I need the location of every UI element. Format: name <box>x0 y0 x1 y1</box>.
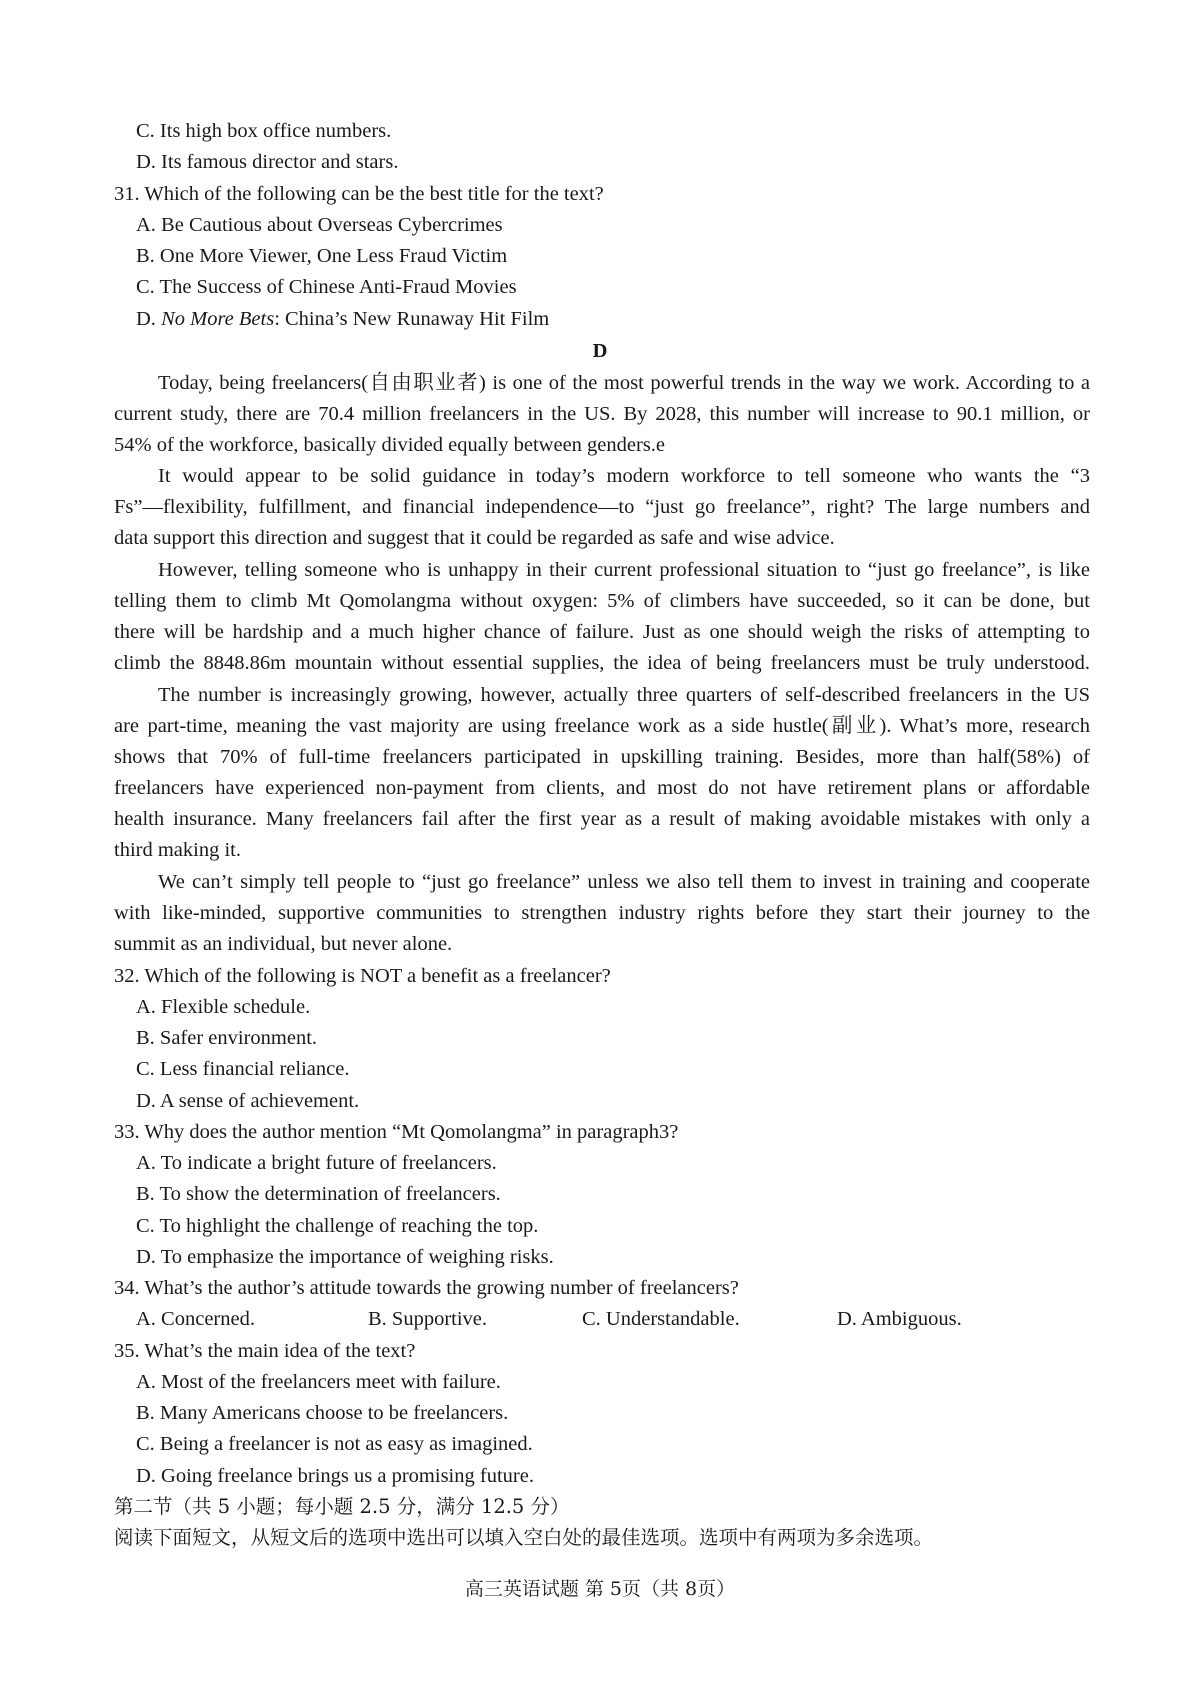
q33-option-d: D. To emphasize the importance of weighing risks. <box>136 1246 554 1268</box>
q31-option-d-film-title: No More Bets <box>161 308 275 330</box>
q33-option-b: B. To show the determination of freelancers. <box>136 1183 501 1205</box>
passage-p4-line1: The number is increasingly growing, however, actually three quarters of self-described freelancers in the US <box>158 684 1090 706</box>
passage-p3-line4: climb the 8848.86m mountain without essential supplies, the idea of being freelancers must be truly understood. <box>114 652 1090 674</box>
passage-p5-line3: summit as an individual, but never alone. <box>114 933 453 955</box>
q30-option-c: C. Its high box office numbers. <box>136 120 392 142</box>
passage-p2-line1: It would appear to be solid guidance in today’s modern workforce to tell someone who wants the “3 <box>158 465 1090 487</box>
q32-option-c: C. Less financial reliance. <box>136 1058 350 1080</box>
passage-p3-line3: there will be hardship and a much higher chance of failure. Just as one should weigh the risks of attempting to <box>114 621 1090 643</box>
q34-option-c: C. Understandable. <box>582 1308 740 1330</box>
q31-option-a: A. Be Cautious about Overseas Cybercrimes <box>136 214 503 236</box>
q34-stem: 34. What’s the author’s attitude towards the growing number of freelancers? <box>114 1277 739 1299</box>
q31-option-d-prefix: D. <box>136 308 162 330</box>
q35-option-c: C. Being a freelancer is not as easy as imagined. <box>136 1433 533 1455</box>
q33-option-c: C. To highlight the challenge of reaching the top. <box>136 1215 539 1237</box>
passage-p1-line1: Today, being freelancers(自由职业者) is one of the most powerful trends in the way we work. According to a <box>158 372 1090 394</box>
page-footer: 高三英语试题 第 5页（共 8页） <box>464 1578 736 1600</box>
q31-option-b: B. One More Viewer, One Less Fraud Victim <box>136 245 508 267</box>
q32-option-b: B. Safer environment. <box>136 1027 318 1049</box>
passage-p3-line2: telling them to climb Mt Qomolangma without oxygen: 5% of climbers have succeeded, so it can be done, but <box>114 590 1090 612</box>
part2-heading: 第二节（共 5 小题；每小题 2.5 分，满分 12.5 分） <box>114 1495 570 1518</box>
passage-p1-line2: current study, there are 70.4 million freelancers in the US. By 2028, this number will increase to 90.1 million, or <box>114 403 1090 425</box>
passage-p2-line2: Fs”—flexibility, fulfillment, and financial independence—to “just go freelance”, right? The large numbers and <box>114 496 1090 518</box>
passage-p4-line5: health insurance. Many freelancers fail after the first year as a result of making avoidable mistakes with only a <box>114 808 1090 830</box>
part2-instruction: 阅读下面短文，从短文后的选项中选出可以填入空白处的最佳选项。选项中有两项为多余选项。 <box>114 1526 934 1549</box>
passage-p1-line3: 54% of the workforce, basically divided equally between genders.e <box>114 434 666 456</box>
q32-option-a: A. Flexible schedule. <box>136 996 311 1018</box>
q34-option-a: A. Concerned. <box>136 1308 255 1330</box>
passage-p4-line4: freelancers have experienced non-payment from clients, and most do not have retirement plans or affordable <box>114 777 1090 799</box>
q31-option-d-rest: : China’s New Runaway Hit Film <box>274 308 550 330</box>
passage-p2-line3: data support this direction and suggest that it could be regarded as safe and wise advice. <box>114 527 835 549</box>
q32-option-d: D. A sense of achievement. <box>136 1090 360 1112</box>
q30-option-d: D. Its famous director and stars. <box>136 151 399 173</box>
q34-option-b: B. Supportive. <box>368 1308 488 1330</box>
q35-stem: 35. What’s the main idea of the text? <box>114 1340 416 1362</box>
passage-p4-line3: shows that 70% of full-time freelancers participated in upskilling training. Besides, more than half(58%) of <box>114 746 1090 768</box>
q35-option-b: B. Many Americans choose to be freelancers. <box>136 1402 509 1424</box>
q35-option-d: D. Going freelance brings us a promising future. <box>136 1465 534 1487</box>
q32-stem: 32. Which of the following is NOT a benefit as a freelancer? <box>114 965 611 987</box>
q31-option-c: C. The Success of Chinese Anti-Fraud Movies <box>136 276 517 298</box>
passage-p4-line6: third making it. <box>114 839 241 861</box>
passage-p5-line2: with like-minded, supportive communities to strengthen industry rights before they start their journey to the <box>114 902 1090 924</box>
passage-p3-line1: However, telling someone who is unhappy in their current professional situation to “just go freelance”, is like <box>158 559 1090 581</box>
q33-stem: 33. Why does the author mention “Mt Qomolangma” in paragraph3? <box>114 1121 679 1143</box>
passage-p5-line1: We can’t simply tell people to “just go freelance” unless we also tell them to invest in training and cooperate <box>158 871 1090 893</box>
q34-option-d: D. Ambiguous. <box>837 1308 962 1330</box>
q31-stem: 31. Which of the following can be the best title for the text? <box>114 183 604 205</box>
q31-option-d <box>136 305 549 333</box>
q33-option-a: A. To indicate a bright future of freelancers. <box>136 1152 497 1174</box>
q35-option-a: A. Most of the freelancers meet with failure. <box>136 1371 501 1393</box>
passage-p4-line2: are part-time, meaning the vast majority are using freelance work as a side hustle(副业). What’s more, research <box>114 715 1090 737</box>
section-title: D <box>592 340 608 362</box>
